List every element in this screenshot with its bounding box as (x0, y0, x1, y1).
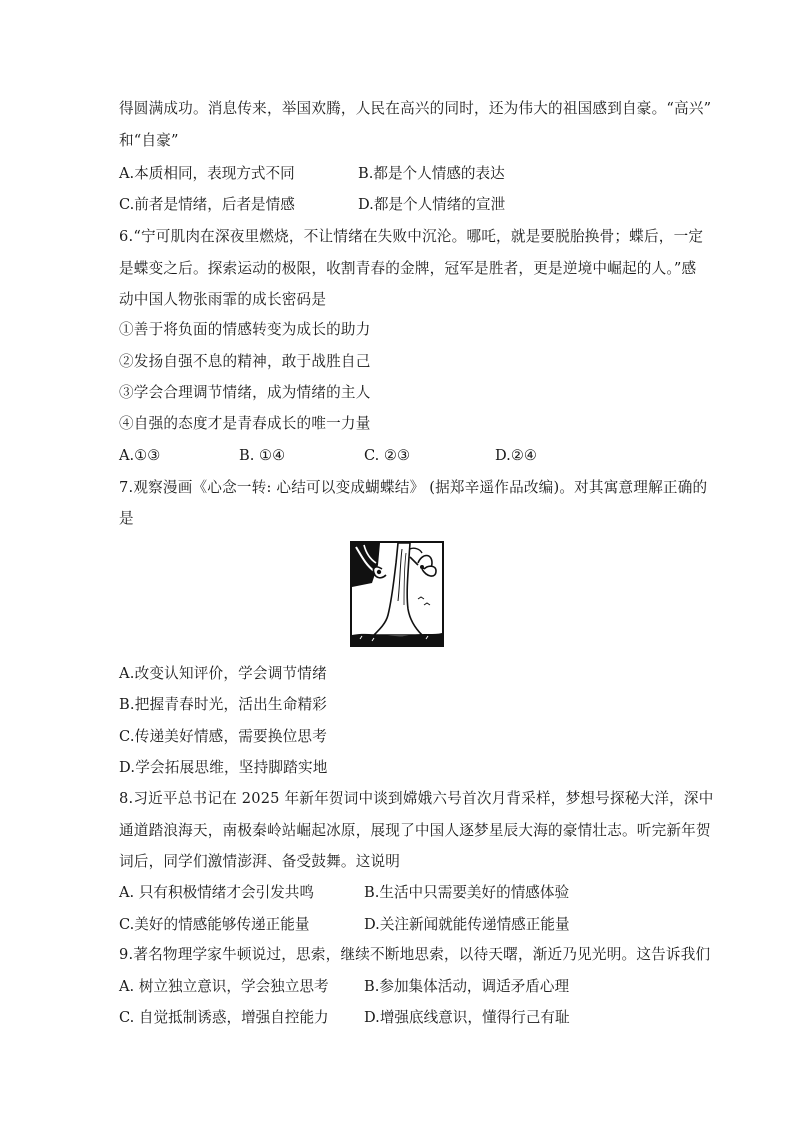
q9-option-d: D.增强底线意识，懂得行己有耻 (364, 1009, 570, 1026)
q6-option-c: C. ②③ (364, 447, 411, 464)
q6-stem-line2: 是蝶变之后。探索运动的极限，收割青春的金牌，冠军是胜者，更是逆境中崛起的人。”感 (119, 260, 697, 277)
q9-option-a: A. 树立独立意识，学会独立思考 (119, 978, 329, 995)
q5-option-c: C.前者是情绪，后者是情感 (119, 196, 295, 213)
q5-option-d: D.都是个人情绪的宣泄 (358, 196, 506, 213)
q5-stem-line1: 得圆满成功。消息传来，举国欢腾，人民在高兴的同时，还为伟大的祖国感到自豪。“高兴” (119, 100, 712, 117)
tree-bow-cartoon-icon (352, 543, 442, 645)
q5-option-b: B.都是个人情感的表达 (358, 165, 505, 182)
q8-stem-line2: 通道踏浪海天，南极秦岭站崛起冰原，展现了中国人逐梦星辰大海的豪情壮志。听完新年贺 (119, 822, 711, 839)
q6-option-a: A.①③ (119, 447, 161, 464)
q6-item-4: ④自强的态度才是青春成长的唯一力量 (119, 415, 371, 432)
q8-option-c: C.美好的情感能够传递正能量 (119, 916, 310, 933)
q8-option-b: B.生活中只需要美好的情感体验 (364, 884, 570, 901)
q7-option-d: D.学会拓展思维，坚持脚踏实地 (119, 759, 328, 776)
q6-item-1: ①善于将负面的情感转变为成长的助力 (119, 321, 371, 338)
q6-option-b: B. ①④ (239, 447, 286, 464)
q9-option-b: B.参加集体活动，调适矛盾心理 (364, 978, 570, 995)
q7-option-a: A.改变认知评价，学会调节情绪 (119, 665, 327, 682)
q7-stem-line2: 是 (119, 510, 134, 527)
q9-stem-line1: 9.著名物理学家牛顿说过，思索，继续不断地思索，以待天曙，渐近乃见光明。这告诉我们 (119, 946, 711, 963)
q5-stem-line2: 和“自豪” (119, 132, 179, 149)
q6-stem-line3: 动中国人物张雨霏的成长密码是 (119, 291, 327, 308)
q9-option-c: C. 自觉抵制诱惑，增强自控能力 (119, 1009, 329, 1026)
q7-option-c: C.传递美好情感，需要换位思考 (119, 728, 328, 745)
q8-stem-line3: 词后，同学们激情澎湃、备受鼓舞。这说明 (119, 853, 401, 870)
q6-option-d: D.②④ (495, 447, 537, 464)
q6-stem-line1: 6.“宁可肌肉在深夜里燃烧，不让情绪在失败中沉沦。哪吒，就是要脱胎换骨；蝶后，一定 (119, 228, 704, 245)
q6-item-2: ②发扬自强不息的精神，敢于战胜自己 (119, 353, 371, 370)
q7-stem-line1: 7.观察漫画《心念一转: 心结可以变成蝴蝶结》 (据郑辛遥作品改编)。对其寓意理解正确的 (119, 479, 708, 496)
q8-option-d: D.关注新闻就能传递情感正能量 (364, 916, 570, 933)
q8-stem-line1: 8.习近平总书记在 2025 年新年贺词中谈到嫦娥六号首次月背采样，梦想号探秘大洋，深中 (119, 790, 714, 807)
q5-option-a: A.本质相同，表现方式不同 (119, 165, 295, 182)
q6-item-3: ③学会合理调节情绪，成为情绪的主人 (119, 384, 371, 401)
q7-option-b: B.把握青春时光，活出生命精彩 (119, 696, 328, 713)
cartoon-image (350, 541, 444, 647)
q8-option-a: A. 只有积极情绪才会引发共鸣 (119, 884, 314, 901)
